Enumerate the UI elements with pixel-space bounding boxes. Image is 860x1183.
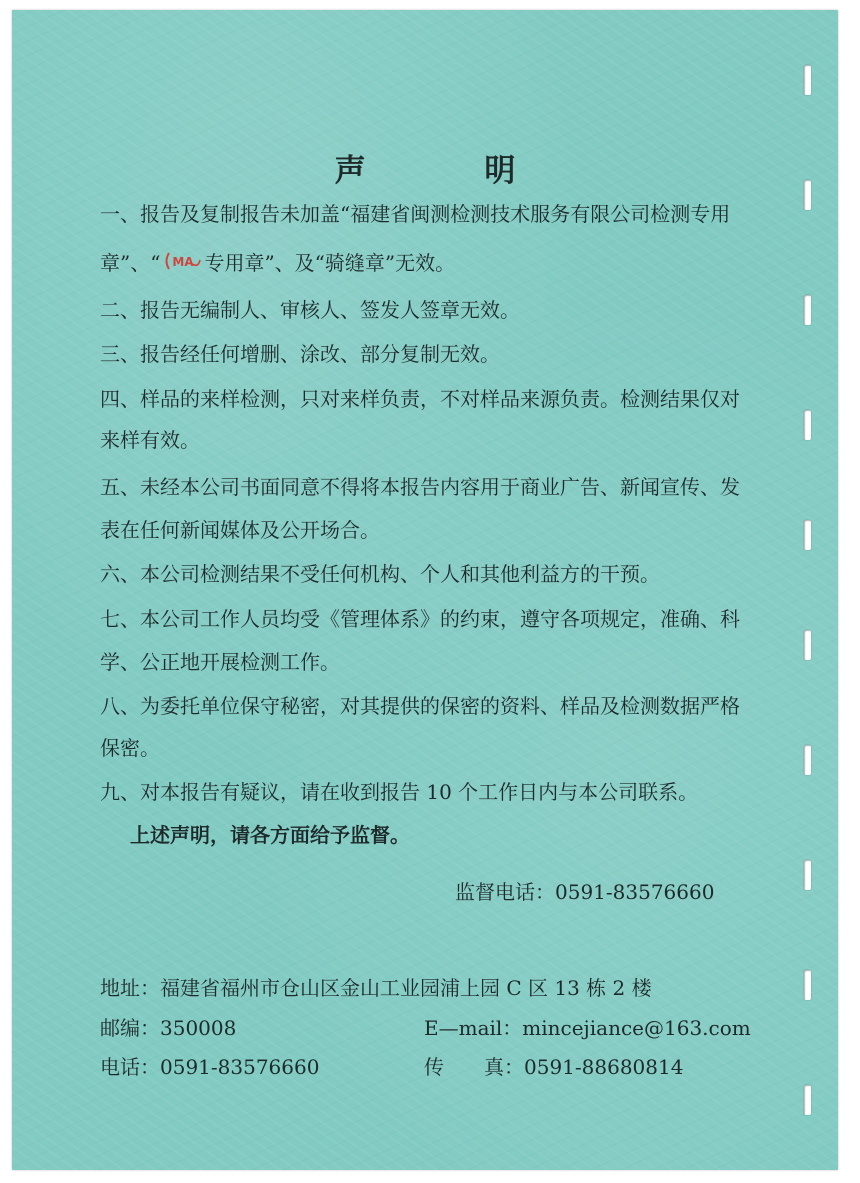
document-page	[12, 10, 838, 1170]
statement-item-1-text-a: 章”、“	[100, 251, 161, 275]
statement-item-8-line-1: 八、为委托单位保守秘密，对其提供的保密的资料、样品及检测数据严格	[100, 694, 740, 718]
statement-item-3: 三、报告经任何增删、涂改、部分复制无效。	[100, 342, 500, 366]
statement-item-6: 六、本公司检测结果不受任何机构、个人和其他利益方的干预。	[100, 562, 660, 586]
statement-item-4-line-2: 来样有效。	[100, 428, 200, 452]
postcode: 邮编：350008	[100, 1016, 237, 1040]
statement-item-2: 二、报告无编制人、审核人、签发人签章无效。	[100, 298, 520, 322]
binding-hole	[804, 860, 811, 890]
fax: 传 真：0591-88680814	[424, 1055, 684, 1079]
binding-hole	[804, 970, 811, 1000]
binding-hole	[804, 520, 811, 550]
binding-hole	[804, 65, 811, 95]
cma-stamp-icon	[162, 250, 202, 272]
binding-hole	[804, 1085, 811, 1115]
statement-item-7-line-2: 学、公正地开展检测工作。	[100, 650, 340, 674]
statement-item-4-line-1: 四、样品的来样检测，只对来样负责，不对样品来源负责。检测结果仅对	[100, 387, 740, 411]
page-title: 声 明	[334, 153, 570, 189]
supervision-hotline: 监督电话：0591-83576660	[455, 880, 715, 904]
statement-item-1-text-b: 专用章”、及“骑缝章”无效。	[204, 251, 456, 275]
binding-hole	[804, 630, 811, 660]
svg-text:MA: MA	[172, 255, 195, 269]
statement-item-1-line-2	[100, 247, 455, 276]
statement-item-1-line-1: 一、报告及复制报告未加盖“福建省闽测检测技术服务有限公司检测专用	[100, 202, 731, 226]
closing-statement: 上述声明，请各方面给予监督。	[130, 823, 410, 847]
phone: 电话：0591-83576660	[100, 1055, 320, 1079]
statement-item-5-line-2: 表在任何新闻媒体及公开场合。	[100, 518, 380, 542]
statement-item-7-line-1: 七、本公司工作人员均受《管理体系》的约束，遵守各项规定，准确、科	[100, 607, 740, 631]
email: E—mail：mincejiance@163.com	[424, 1016, 751, 1040]
address: 地址：福建省福州市仓山区金山工业园浦上园 C 区 13 栋 2 楼	[100, 976, 652, 1000]
statement-item-9: 九、对本报告有疑议，请在收到报告 10 个工作日内与本公司联系。	[100, 780, 699, 804]
binding-hole	[804, 295, 811, 325]
binding-hole	[804, 410, 811, 440]
statement-item-5-line-1: 五、未经本公司书面同意不得将本报告内容用于商业广告、新闻宣传、发	[100, 475, 740, 499]
binding-hole	[804, 745, 811, 775]
statement-item-8-line-2: 保密。	[100, 736, 160, 760]
